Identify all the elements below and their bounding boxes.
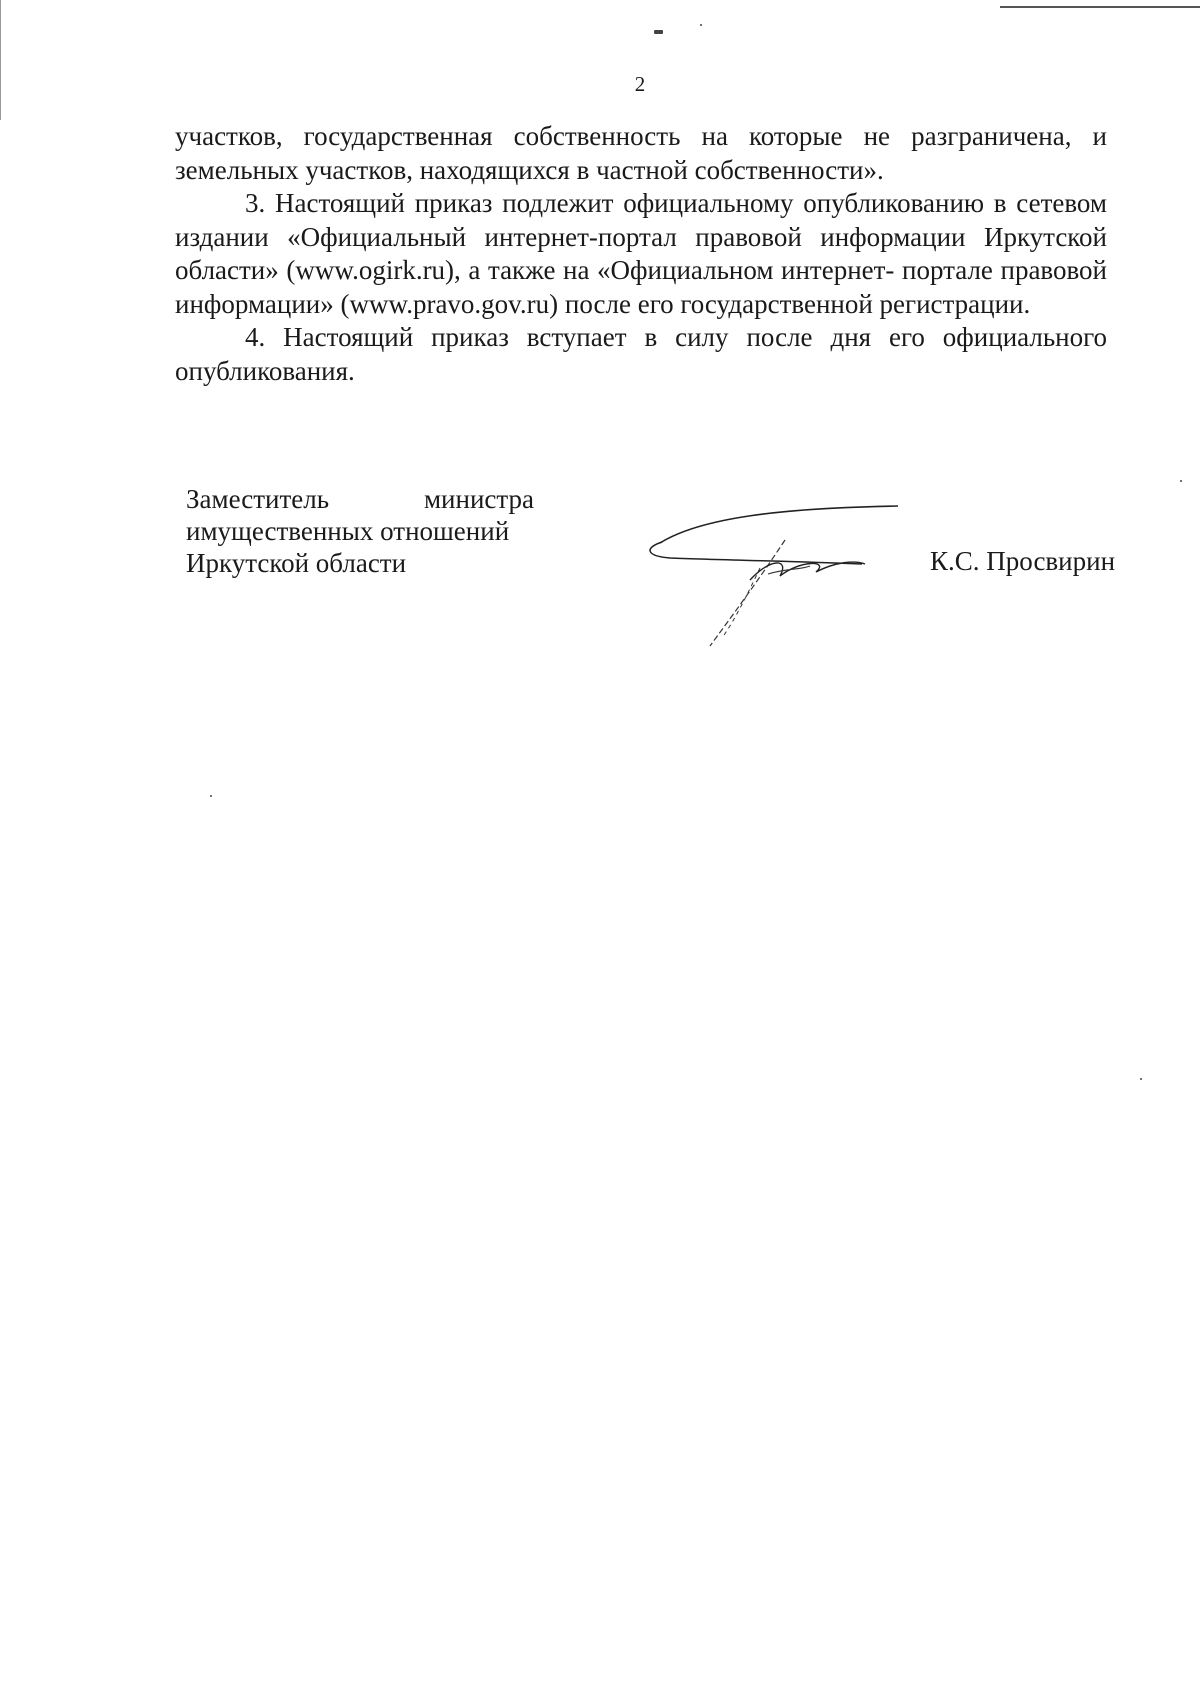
- scan-border-line: [1000, 6, 1200, 8]
- paragraph-item-4: [175, 321, 1107, 388]
- text-line: Иркутской области» (www.ogirk.ru), а также на «Официальном интернет-: [175, 221, 1107, 285]
- signatory-title-line: имущественных отношений: [186, 516, 510, 546]
- document-body: [175, 120, 1107, 388]
- signatory-title-line: [186, 483, 534, 515]
- text-line: сетевом издании «Официальный интернет-портал правовой информации: [175, 188, 1107, 252]
- scan-edge: [0, 0, 1, 120]
- paragraph-item-3: [175, 187, 1107, 321]
- signatory-position-word: Заместитель: [186, 484, 330, 514]
- scan-speck: [1140, 1078, 1142, 1080]
- scan-speck: [210, 795, 212, 797]
- text-line: 3. Настоящий приказ подлежит официальному опубликованию в: [245, 188, 1007, 218]
- signatory-position-word: министра: [423, 484, 534, 514]
- text-line: 4. Настоящий приказ вступает в силу после дня его официального: [245, 322, 1107, 352]
- signatory-title-line: Иркутской области: [186, 548, 407, 578]
- scan-speck: [1180, 480, 1182, 482]
- page-number: 2: [634, 72, 646, 96]
- text-line: земельных участков, находящихся в частной собственности».: [175, 154, 884, 185]
- scan-speck: [700, 24, 702, 26]
- text-line: участков, государственная собственность на которые не разграничена, и: [175, 121, 1107, 151]
- handwritten-signature: [640, 498, 920, 650]
- text-line: портале правовой информации» (www.pravo.gov.ru) после его: [175, 255, 1108, 319]
- paragraph-continuation: [175, 120, 1107, 187]
- signatory-title: [186, 483, 534, 579]
- signatory-name: К.С. Просвирин: [930, 546, 1116, 576]
- text-line: государственной регистрации.: [680, 288, 1031, 319]
- text-line: опубликования.: [175, 355, 355, 386]
- scan-speck: [654, 30, 663, 34]
